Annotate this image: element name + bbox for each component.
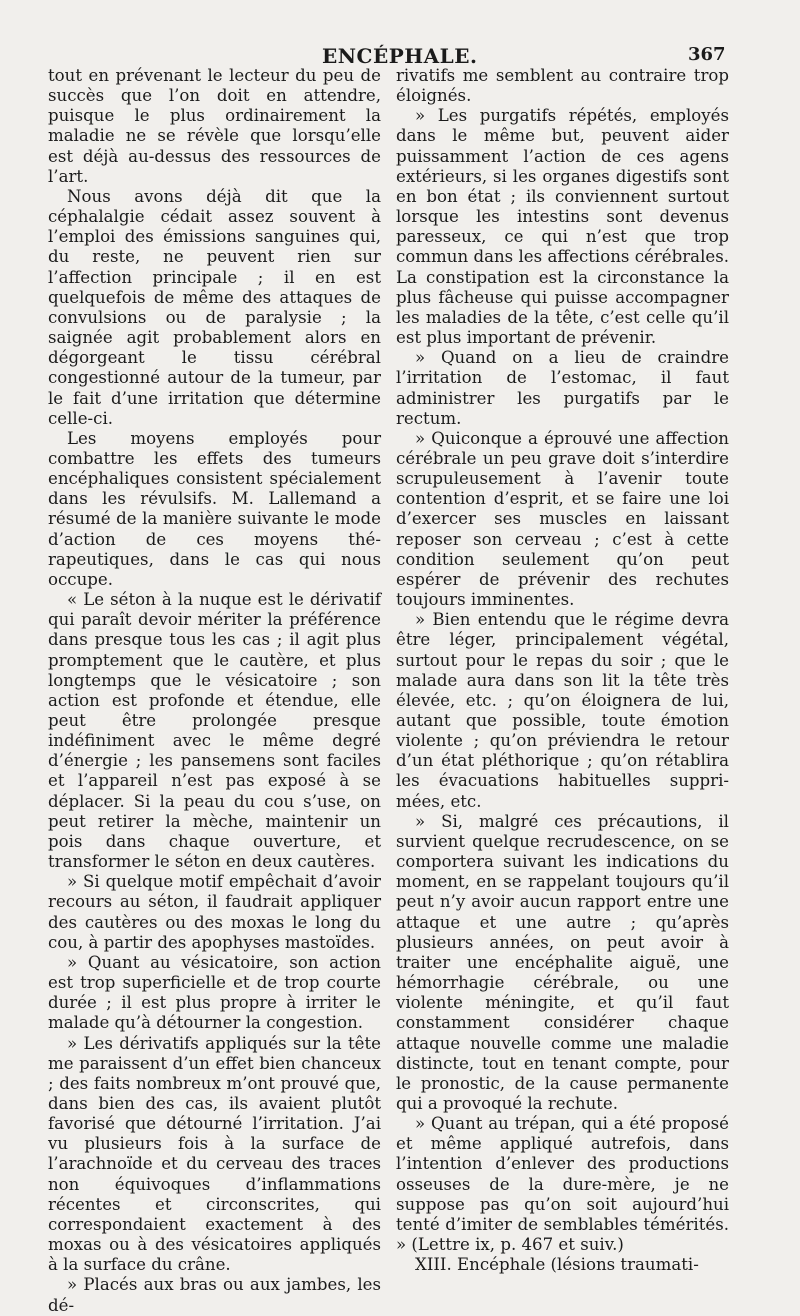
left-column <box>48 66 381 1316</box>
paragraph: Nous avons déjà dit que la céphalalgie cédait assez souvent à l’emploi des émissions sanguines qui, du reste, ne peuvent rien sur l’affection principale ; il en est quelquefois de même des attaques de convulsions ou de paralysie ; la saignée agit probablement alors en dégorgeant le tissu cérébral congestionné autour de la tumeur, par le fait d’une irritation que détermine celle-ci. <box>48 186 381 428</box>
paragraph: » Quand on a lieu de craindre l’irritation de l’estomac, il faut administrer les purgatifs par le rectum. <box>396 348 729 428</box>
paragraph: « Le séton à la nuque est le dérivatif qui paraît devoir mériter la préférence dans presque tous les cas ; il agit plus promptement que le cautère, et plus longtemps que le vésicatoire ; son action est profonde et étendue, elle peut être prolongée presque indéfiniment avec le même degré d’énergie ; les pansemens sont faciles et l’appareil n’est pas exposé à se déplacer. Si la peau du cou s’use, on peut retirer la mèche, maintenir un pois dans chaque ouverture, et transformer le séton en deux cautères. <box>48 590 381 872</box>
paragraph: » Si, malgré ces précautions, il survient quelque recrudescence, on se comportera suivant les indications du moment, en se rappelant toujours qu’il peut n’y avoir aucun rapport entre une attaque et une autre ; qu’après plusieurs années, on peut avoir à traiter une encéphalite aiguë, une hémorrhagie cérébrale, ou une violente méningite, et qu’il faut constamment considérer chaque attaque nouvelle comme une maladie distincte, tout en tenant compte, pour le pronostic, de la cause permanente qui a provoqué la rechute. <box>396 811 729 1113</box>
page-number: 367 <box>688 44 726 65</box>
paragraph: rivatifs me semblent au contraire trop éloignés. <box>396 66 729 106</box>
right-column <box>396 66 729 1275</box>
paragraph: » Les dérivatifs appliqués sur la tête me paraissent d’un effet bien chanceux ; des faits nombreux m’ont prouvé que, dans bien des cas, ils avaient plutôt favorisé que détourné l’irritation. J’ai vu plusieurs fois à la surface de l’arachnoïde et du cerveau des traces non équivoques d’inflammations récentes et circonscrites, qui correspondaient exactement à des moxas ou à des vésicatoires appliqués à la surface du crâne. <box>48 1033 381 1275</box>
paragraph: » Les purgatifs répétés, employés dans le même but, peuvent aider puissamment l’action de ces agens extérieurs, si les organes digestifs sont en bon état ; ils conviennent surtout lorsque les intestins sont devenus paresseux, ce qui n’est que trop commun dans les affections cérébrales. La constipation est la circonstance la plus fâcheuse qui puisse accompagner les maladies de la tête, c’est celle qu’il est plus important de prévenir. <box>396 106 729 348</box>
paragraph: » Placés aux bras ou aux jambes, les dé- <box>48 1275 381 1315</box>
paragraph: Les moyens employés pour combattre les effets des tumeurs encéphaliques consistent spécialement dans les révulsifs. M. Lallemand a résumé de la manière suivante le mode d’action de ces moyens thérapeutiques, dans le cas qui nous occupe. <box>48 428 381 589</box>
paragraph: » Bien entendu que le régime devra être léger, principalement végétal, surtout pour le repas du soir ; que le malade aura dans son lit la tête très élevée, etc. ; qu’on éloignera de lui, autant que possible, toute émotion violente ; qu’on préviendra le retour d’un état pléthorique ; qu’on rétablira les évacuations habituelles supprimées, etc. <box>396 610 729 811</box>
paragraph: tout en prévenant le lecteur du peu de succès que l’on doit en attendre, puisque le plus ordinairement la maladie ne se révèle que lorsqu’elle est déjà au-dessus des ressources de l’art. <box>48 66 381 186</box>
paragraph: » Quiconque a éprouvé une affection cérébrale un peu grave doit s’interdire scrupuleusement à l’avenir toute contention d’esprit, et se faire une loi d’exercer ses muscles en laissant reposer son cerveau ; c’est à cette condition seulement qu’on peut espérer de prévenir des rechutes toujours imminentes. <box>396 428 729 610</box>
section-heading-line: XIII. Encéphale (lésions traumati- <box>415 1255 699 1275</box>
running-head: ENCÉPHALE. <box>322 44 478 68</box>
paragraph: » Si quelque motif empêchait d’avoir recours au séton, il faudrait appliquer des cautères ou des moxas le long du cou, à partir des apophyses mastoïdes. <box>48 872 381 952</box>
paragraph: » Quant au trépan, qui a été proposé et même appliqué autrefois, dans l’intention d’enlever des productions osseuses de la dure-mère, je ne suppose pas qu’on soit aujourd’hui tenté d’imiter de semblables témérités. » (Lettre ix, p. 467 et suiv.) <box>396 1114 729 1255</box>
paragraph: » Quant au vésicatoire, son action est trop superficielle et de trop courte durée ; il est plus propre à irriter le malade qu’à détourner la congestion. <box>48 952 381 1033</box>
